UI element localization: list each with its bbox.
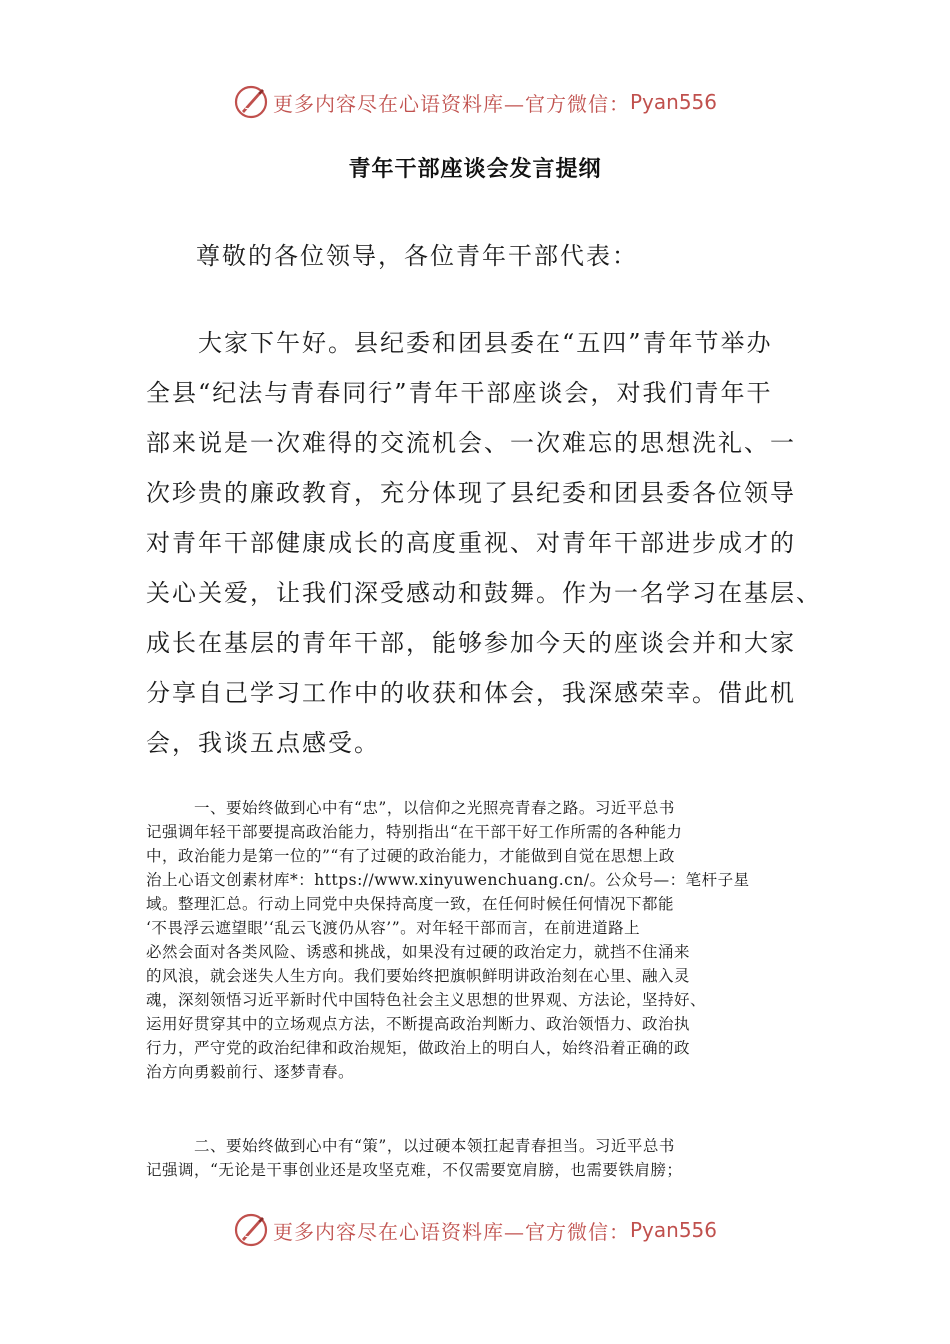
section-line: 记强调年轻干部要提高政治能力，特别指出“在干部干好工作所需的各种能力 (146, 823, 683, 841)
intro-line: 会，我谈五点感受。 (146, 729, 380, 757)
section-line: 二、要始终做到心中有“策”，以过硬本领扛起青春担当。习近平总书 (146, 1137, 675, 1155)
section-two-paragraph (146, 1134, 806, 1182)
document-title: 青年干部座谈会发言提纲 (348, 156, 602, 182)
section-line: 域。整理汇总。行动上同党中央保持高度一致，在任何时候任何情况下都能 (146, 895, 675, 913)
section-line: 的风浪，就会迷失人生方向。我们要始终把旗帜鲜明讲政治刻在心里、融入灵 (146, 967, 691, 985)
section-line: 必然会面对各类风险、诱惑和挑战，如果没有过硬的政治定力，就挡不住涌来 (146, 943, 691, 961)
section-one-paragraph (146, 796, 806, 1084)
section-line: 魂，深刻领悟习近平新时代中国特色社会主义思想的世界观、方法论，坚持好、 (146, 991, 707, 1009)
salutation: 尊敬的各位领导，各位青年干部代表： (196, 242, 638, 270)
intro-line: 分享自己学习工作中的收获和体会，我深感荣幸。借此机 (146, 679, 796, 707)
quill-logo-icon (233, 1212, 269, 1248)
quill-logo-icon (233, 84, 269, 120)
header-watermark-banner (0, 80, 950, 124)
intro-line: 对青年干部健康成长的高度重视、对青年干部进步成才的 (146, 529, 796, 557)
intro-line: 大家下午好。县纪委和团县委在“五四”青年节举办 (146, 329, 773, 357)
section-line: 治上心语文创素材库*：https://www.xinyuwenchuang.cn/。公众号—：笔杆子星 (146, 871, 750, 889)
section-line: 记强调，“无论是干事创业还是攻坚克难，不仅需要宽肩膀，也需要铁肩膀； (146, 1161, 683, 1179)
section-line: 治方向勇毅前行、逐梦青春。 (146, 1063, 355, 1081)
section-line: 行力，严守党的政治纪律和政治规矩，做政治上的明白人，始终沿着正确的政 (146, 1039, 691, 1057)
banner-wechat-id: Pyan556 (629, 1218, 717, 1242)
section-line: ‘不畏浮云遮望眼’‘乱云飞渡仍从容’”。对年轻干部而言，在前进道路上 (146, 919, 641, 937)
intro-line: 全县“纪法与青春同行”青年干部座谈会，对我们青年干 (146, 379, 773, 407)
section-line: 运用好贯穿其中的立场观点方法，不断提高政治判断力、政治领悟力、政治执 (146, 1015, 691, 1033)
banner-text: 更多内容尽在心语资料库—官方微信： (272, 91, 630, 116)
intro-line: 成长在基层的青年干部，能够参加今天的座谈会并和大家 (146, 629, 796, 657)
section-line: 一、要始终做到心中有“忠”，以信仰之光照亮青春之路。习近平总书 (146, 799, 675, 817)
banner-text: 更多内容尽在心语资料库—官方微信： (272, 1219, 630, 1244)
banner-wechat-id: Pyan556 (629, 90, 717, 114)
intro-line: 次珍贵的廉政教育，充分体现了县纪委和团县委各位领导 (146, 479, 796, 507)
section-line: 中，政治能力是第一位的”“有了过硬的政治能力，才能做到自觉在思想上政 (146, 847, 675, 865)
intro-paragraph (146, 318, 822, 768)
intro-line: 关心关爱，让我们深受感动和鼓舞。作为一名学习在基层、 (146, 579, 822, 607)
footer-watermark-banner (0, 1208, 950, 1252)
intro-line: 部来说是一次难得的交流机会、一次难忘的思想洗礼、一 (146, 429, 796, 457)
